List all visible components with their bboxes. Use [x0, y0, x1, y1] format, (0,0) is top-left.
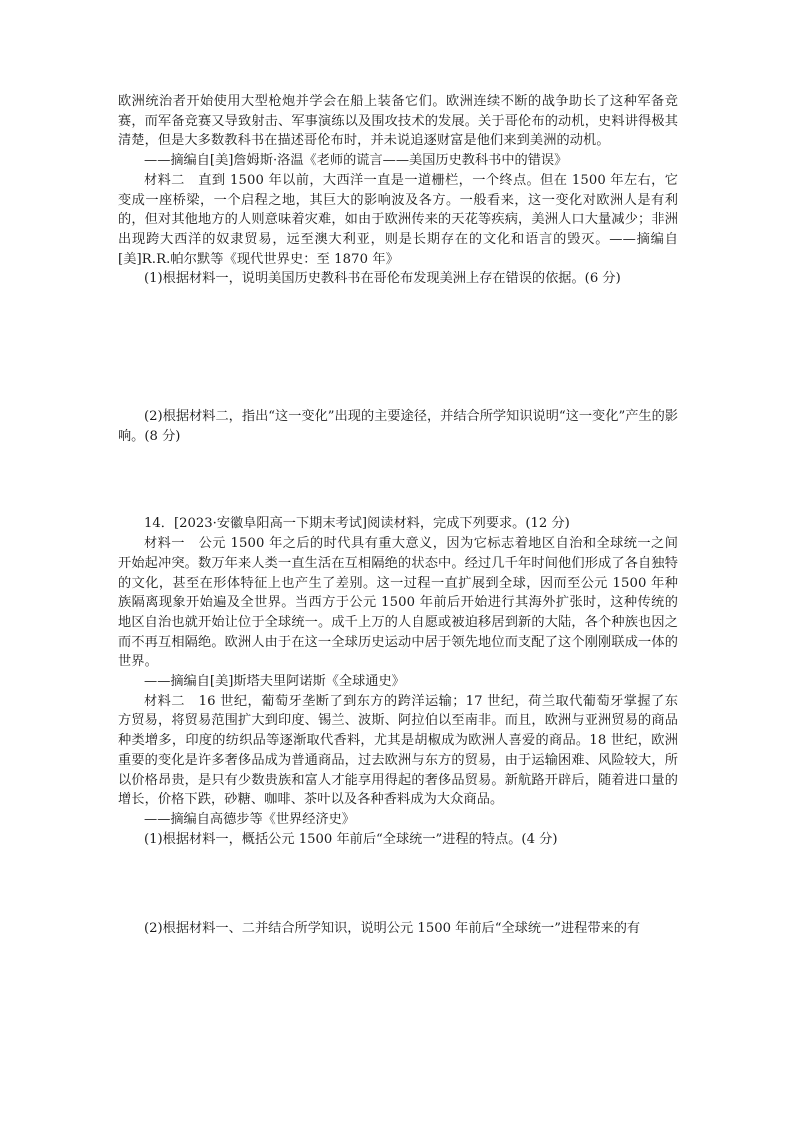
document-page — [118, 92, 678, 939]
q14-subquestion-1: (1)根据材料一，概括公元 1500 年前后“全球统一”进程的特点。(4 分) — [144, 831, 558, 847]
q13-subquestion-1: (1)根据材料一，说明美国历史教科书在哥伦布发现美洲上存在错误的依据。(6 分) — [144, 271, 621, 287]
answer-space-q13-1 — [118, 289, 678, 407]
q14-subquestion-2: (2)根据材料一、二并结合所学知识，说明公元 1500 年前后“全球统一”进程带来的有 — [144, 921, 641, 937]
intro-paragraph: 欧洲统治者开始使用大型枪炮并学会在船上装备它们。欧洲连续不断的战争助长了这种军备竞赛，而军备竞赛又导致射击、军事演练以及围攻技术的发展。关于哥伦布的动机，史料讲得极其清楚，但是大多数教科书在描述哥伦布时，并未说追逐财富是他们来到美洲的动机。 — [118, 94, 678, 149]
q14-material-1: 材料一 公元 1500 年之后的时代具有重大意义，因为它标志着地区自治和全球统一之间开始起冲突。数万年来人类一直生活在互相隔绝的状态中。经过几千年时间他们形成了各自独特的文化，甚至在形体特征上也产生了差别。这一过程一直扩展到全球，因而至公元 1500 年种族隔离现象开始遍及全世界。当西方于公元 1500 年前后开始进行其海外扩张时，这种传统的地区自治也就开始让位于全球统一。成千上万的人自愿或被迫移居到新的大陆，各个种族也因之而不再互相隔绝。欧洲人由于在这一全球历史运动中居于领先地位而支配了这个刚刚联成一体的世界。 — [118, 536, 678, 670]
answer-space-q14-1 — [118, 849, 678, 915]
answer-space-q13-2 — [118, 446, 678, 514]
q14-material-2-source: ——摘编自高德步等《世界经济史》 — [144, 811, 355, 827]
q14-heading: 14．[2023·安徽阜阳高一下期末考试]阅读材料，完成下列要求。(12 分) — [144, 516, 570, 532]
q13-material-2: 材料二 直到 1500 年以前，大西洋一直是一道栅栏，一个终点。但在 1500 年左右，它变成一座桥梁，一个启程之地，其巨大的影响波及各方。一般看来，这一变化对欧洲人是有利的，但对其他地方的人则意味着灾难，如由于欧洲传来的天花等疾病，美洲人口大量减少；非洲出现跨大西洋的奴隶贸易，远至澳大利亚，则是长期存在的文化和语言的毁灭。——摘编自[美]R.R.帕尔默等《现代世界史：至 1870 年》 — [118, 172, 678, 267]
intro-source: ——摘编自[美]詹姆斯·洛温《老师的谎言——美国历史教科书中的错误》 — [144, 153, 568, 169]
q14-material-2: 材料二 16 世纪，葡萄牙垄断了到东方的跨洋运输；17 世纪，荷兰取代葡萄牙掌握了东方贸易，将贸易范围扩大到印度、锡兰、波斯、阿拉伯以至南非。而且，欧洲与亚洲贸易的商品种类增多，印度的纺织品等逐渐取代香料，尤其是胡椒成为欧洲人喜爱的商品。18 世纪，欧洲重要的变化是许多奢侈品成为普通商品，过去欧洲与东方的贸易，由于运输困难、风险较大，所以价格昂贵，是只有少数贵族和富人才能享用得起的奢侈品贸易。新航路开辟后，随着进口量的增长，价格下跌，砂糖、咖啡、茶叶以及各种香料成为大众商品。 — [118, 693, 678, 808]
q13-subquestion-2: (2)根据材料二，指出“这一变化”出现的主要途径，并结合所学知识说明“这一变化”产生的影响。(8 分) — [118, 409, 678, 444]
q14-material-1-source: ——摘编自[美]斯塔夫里阿诺斯《全球通史》 — [144, 674, 405, 690]
